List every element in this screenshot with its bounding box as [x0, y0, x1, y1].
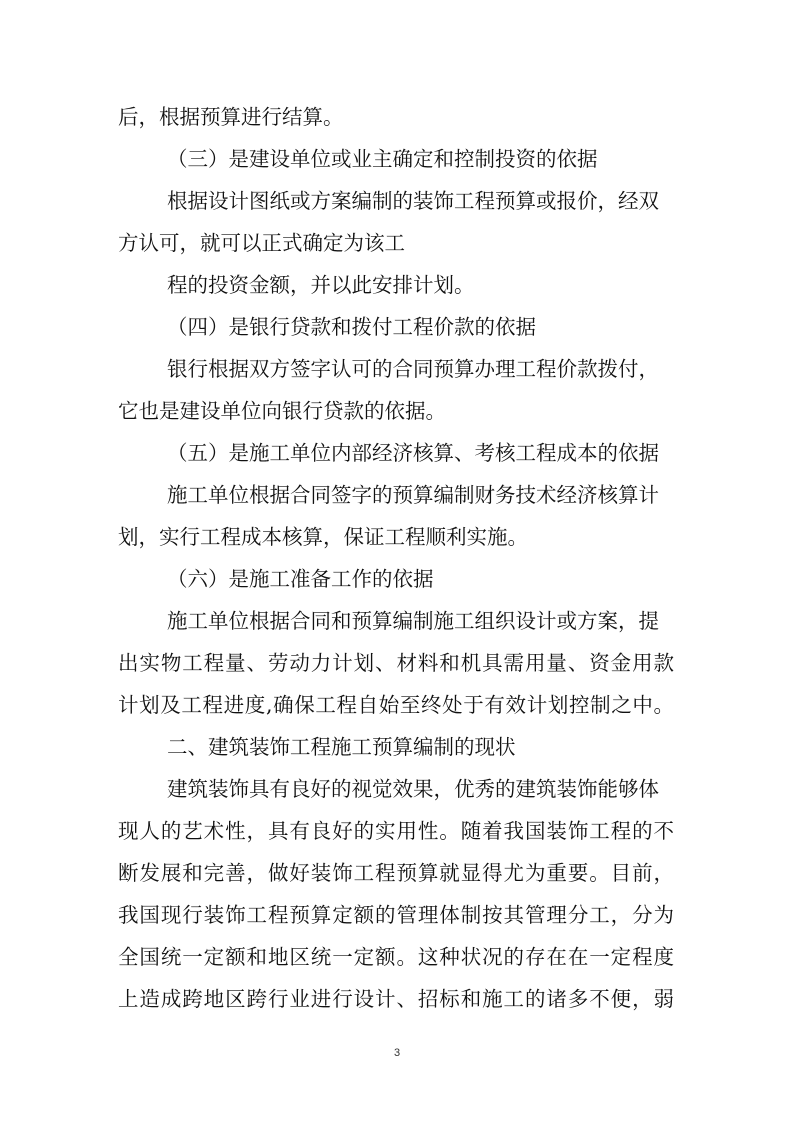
- paragraph-line: 现人的艺术性，具有良好的实用性。随着我国装饰工程的不: [118, 819, 674, 843]
- paragraph-line: 施工单位根据合同和预算编制施工组织设计或方案，提: [167, 609, 659, 633]
- chapter-heading: 二、建筑装饰工程施工预算编制的现状: [167, 735, 516, 759]
- paragraph-line: 程的投资金额，并以此安排计划。: [167, 273, 475, 297]
- paragraph-line: 我国现行装饰工程预算定额的管理体制按其管理分工，分为: [118, 903, 674, 927]
- section-heading: （六）是施工准备工作的依据: [167, 567, 434, 591]
- paragraph-line: 它也是建设单位向银行贷款的依据。: [118, 399, 446, 423]
- section-heading: （五）是施工单位内部经济核算、考核工程成本的依据: [167, 441, 659, 465]
- paragraph-line: 断发展和完善，做好装饰工程预算就显得尤为重要。目前，: [118, 861, 674, 885]
- paragraph-line: 建筑装饰具有良好的视觉效果，优秀的建筑装饰能够体: [167, 777, 659, 801]
- paragraph-line: 施工单位根据合同签字的预算编制财务技术经济核算计: [167, 483, 659, 507]
- section-heading: （三）是建设单位或业主确定和控制投资的依据: [167, 147, 598, 171]
- paragraph-line: 银行根据双方签字认可的合同预算办理工程价款拨付，: [167, 357, 659, 381]
- paragraph-line: 划，实行工程成本核算，保证工程顺利实施。: [118, 525, 528, 549]
- paragraph-line: 后，根据预算进行结算。: [118, 105, 344, 129]
- page-number: 3: [393, 1047, 401, 1059]
- paragraph-line: 计划及工程进度,确保工程自始至终处于有效计划控制之中。: [118, 693, 674, 717]
- paragraph-line: 出实物工程量、劳动力计划、材料和机具需用量、资金用款: [118, 651, 674, 675]
- paragraph-line: 上造成跨地区跨行业进行设计、招标和施工的诸多不便，弱: [118, 987, 674, 1011]
- paragraph-line: 方认可，就可以正式确定为该工: [118, 231, 405, 255]
- paragraph-line: 全国统一定额和地区统一定额。这种状况的存在在一定程度: [118, 945, 674, 969]
- section-heading: （四）是银行贷款和拨付工程价款的依据: [167, 315, 536, 339]
- paragraph-line: 根据设计图纸或方案编制的装饰工程预算或报价，经双: [167, 189, 659, 213]
